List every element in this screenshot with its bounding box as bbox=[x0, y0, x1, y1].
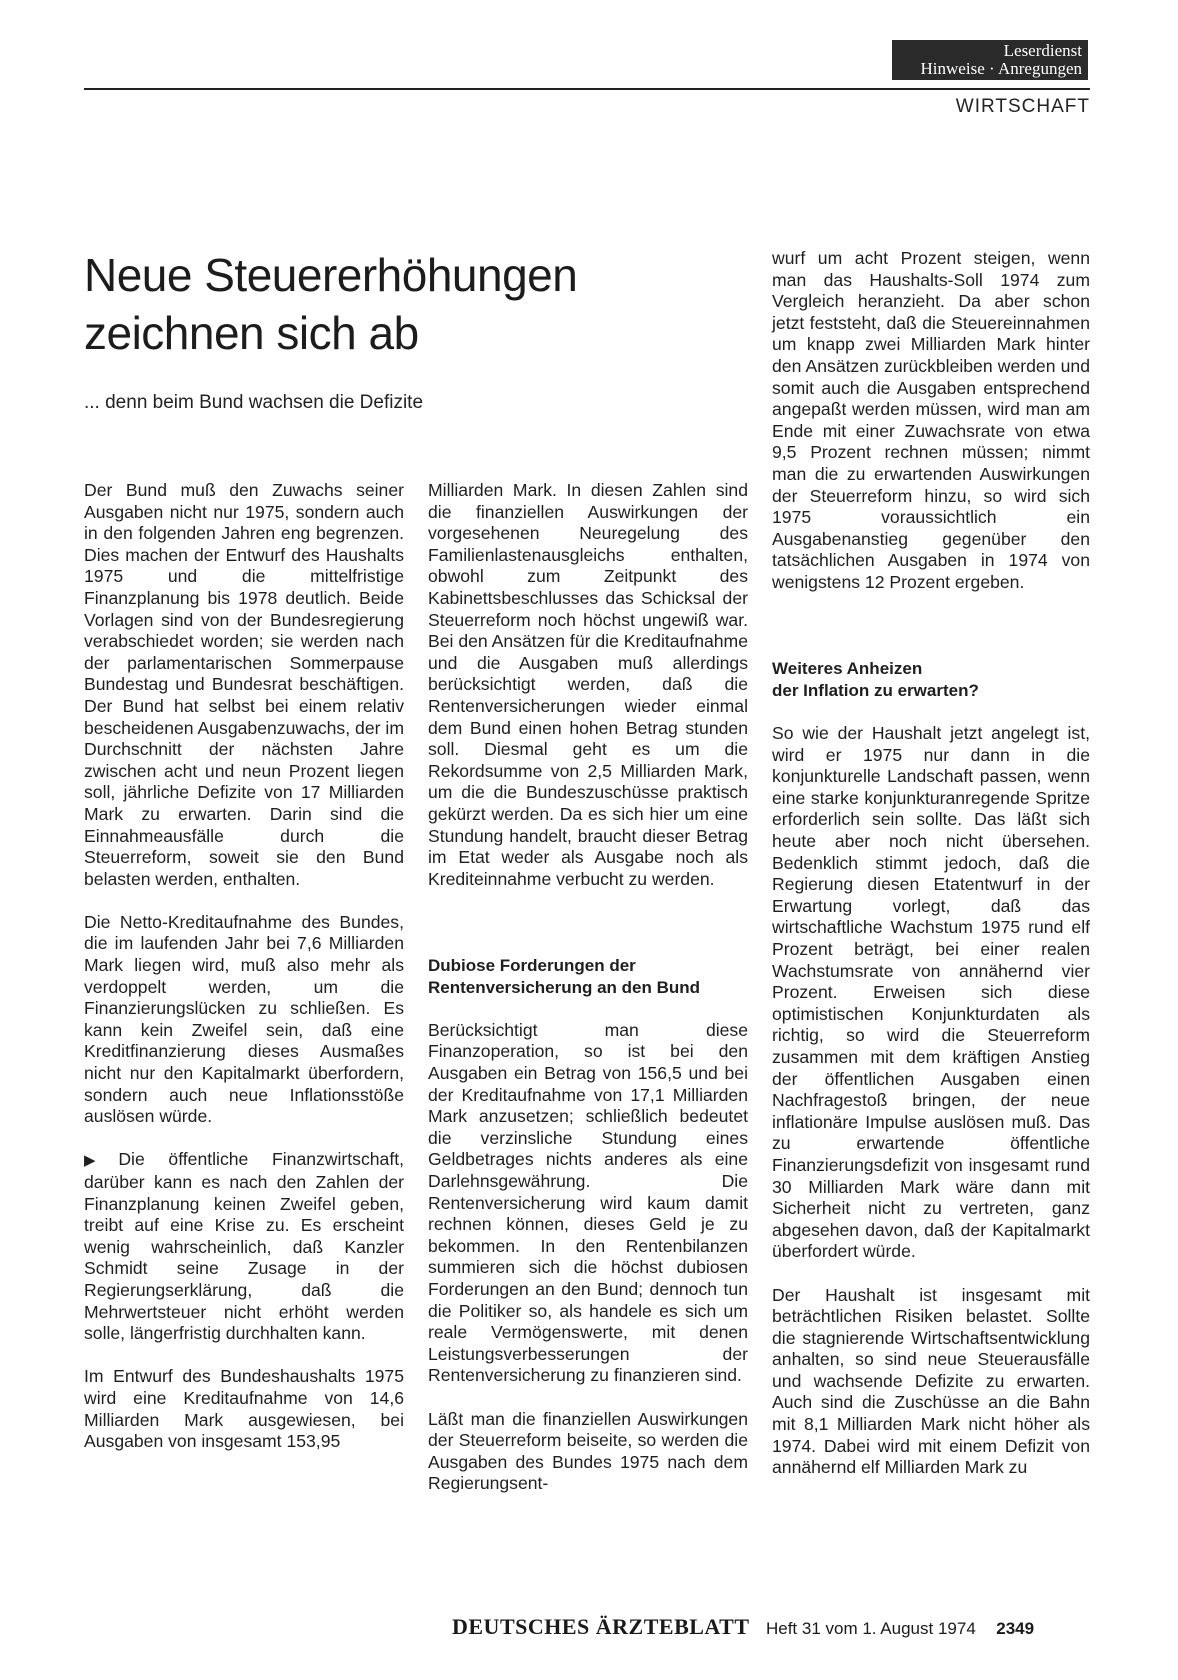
section-label: WIRTSCHAFT bbox=[955, 96, 1090, 117]
paragraph-text: Die öffentliche Finanzwirtschaft, darüber kann es nach den Zahlen der Finanzplanung keinen Zweifel geben, treibt auf eine Krise zu. Es erscheint wenig wahrscheinlich, daß Kanzler Schmidt seine Zusage in der Regierungserklärung, daß die Mehrwertsteuer nicht erhöht werden solle, längerfristig durchhalten kann. bbox=[84, 1149, 404, 1344]
page-number: 2349 bbox=[996, 1619, 1035, 1638]
reader-service-badge bbox=[892, 40, 1088, 80]
paragraph: Der Haushalt ist insgesamt mit beträchtlichen Risiken belastet. Sollte die stagnierende Wirtschaftsentwicklung anhalten, so sind neue Steuerausfälle und wachsende Defizite zu erwarten. Auch sind die Zuschüsse an die Bahn mit 8,1 Milliarden Mark nicht höher als 1974. Dabei wird mit einem Defizit von annähernd elf Milliarden Mark zu bbox=[772, 1284, 1090, 1478]
spacer bbox=[428, 912, 748, 934]
badge-line-1: Leserdienst bbox=[1003, 41, 1082, 60]
section-heading bbox=[772, 658, 1090, 701]
article-subtitle: ... denn beim Bund wachsen die Defizite bbox=[84, 392, 424, 413]
journal-name: DEUTSCHES ÄRZTEBLATT bbox=[452, 1614, 750, 1639]
paragraph: wurf um acht Prozent steigen, wenn man das Haushalts-Soll 1974 zum Vergleich heranzieht. Da aber schon jetzt feststeht, daß die Steuereinnahmen um knapp zwei Milliarden Mark hinter den Ansätzen zurückbleiben werden und somit auch die Ausgaben entsprechend angepaßt werden müssen, wird man am Ende mit einer Zuwachsrate von etwa 9,5 Prozent rechnen müssen; nimmt man die zu erwartenden Auswirkungen der Steuerreform hinzu, so wird sich 1975 voraussichtlich ein Ausgabenanstieg gegenüber den tatsächlichen Ausgaben in 1974 von wenigstens 12 Prozent ergeben. bbox=[772, 248, 1090, 592]
header-rule bbox=[84, 88, 1090, 90]
triangle-marker-icon: ▶ bbox=[84, 1152, 115, 1170]
column-3 bbox=[772, 248, 1090, 1500]
section-heading-line: der Inflation zu erwarten? bbox=[772, 680, 979, 700]
page-footer bbox=[452, 1614, 1034, 1640]
paragraph: Läßt man die finanziellen Auswirkungen der Steuerreform beiseite, so werden die Ausgaben des Bundes 1975 nach dem Regierungsent- bbox=[428, 1408, 748, 1494]
badge-line-2: Hinweise · Anregungen bbox=[920, 59, 1082, 78]
paragraph: Berücksichtigt man diese Finanzoperation, so ist bei den Ausgaben ein Betrag von 156,5 und bei der Kreditaufnahme von 17,1 Milliarden Mark anzusetzen; schließlich bedeutet die verzinsliche Stundung eines Geldbetrages nichts anderes als eine Darlehnsgewährung. Die Rentenversicherung wird kaum damit rechnen können, dieses Geld je zu bekommen. In den Rentenbilanzen summieren sich die höchst dubiosen Forderungen an den Bund; dennoch tun die Politiker so, als handele es sich um reale Vermögenswerte, mit denen Leistungsverbesserungen der Rentenversicherung zu finanzieren sind. bbox=[428, 1019, 748, 1386]
section-heading-line: Dubiose Forderungen der bbox=[428, 956, 636, 976]
paragraph: So wie der Haushalt jetzt angelegt ist, wird er 1975 nur dann in die konjunkturelle Landschaft passen, wenn eine starke konjunkturanregende Spritze erforderlich sein sollte. Das läßt sich heute aber noch nicht übersehen. Bedenklich stimmt jedoch, daß die Regierung diesen Etatentwurf in der Erwartung vorlegt, daß das wirtschaftliche Wachstum 1975 rund elf Prozent beträgt, bei einer realen Wachstumsrate von annähernd vier Prozent. Erweisen sich diese optimistischen Konjunkturdaten als richtig, so wird die Steuerreform zusammen mit dem kräftigen Anstieg der öffentlichen Ausgaben einen Nachfragestoß bringen, der neue inflationäre Impulse auslösen muß. Das zu erwartende öffentliche Finanzierungsdefizit von insgesamt rund 30 Milliarden Mark wäre dann mit Sicherheit nicht zu vertreten, ganz abgesehen davon, daß der Kapitalmarkt überfordert würde. bbox=[772, 723, 1090, 1262]
paragraph: Die Netto-Kreditaufnahme des Bundes, die im laufenden Jahr bei 7,6 Milliarden Mark liegen wird, muß also mehr als verdoppelt werden, um die Finanzierungslücken zu schließen. Es kann kein Zweifel sein, daß eine Kreditfinanzierung dieses Ausmaßes nicht nur den Kapitalmarkt überfordern, sondern auch neue Inflationsstöße auslösen würde. bbox=[84, 911, 404, 1127]
section-heading-line: Weiteres Anheizen bbox=[772, 659, 923, 679]
column-1 bbox=[84, 480, 404, 1474]
column-2 bbox=[428, 480, 748, 1517]
paragraph: Milliarden Mark. In diesen Zahlen sind die finanziellen Auswirkungen der vorgesehenen Neuregelung des Familienlastenausgleichs enthalten, obwohl zum Zeitpunkt des Kabinettsbeschlusses das Schicksal der Steuerreform noch höchst ungewiß war. Bei den Ansätzen für die Kreditaufnahme und die Ausgaben muß allerdings berücksichtigt werden, daß die Rentenversicherungen wieder einmal dem Bund einen hohen Betrag stunden soll. Diesmal geht es um die Rekordsumme von 2,5 Milliarden Mark, um die die Bundeszuschüsse praktisch gekürzt werden. Da es sich hier um eine Stundung handelt, braucht dieser Betrag im Etat weder als Ausgabe noch als Krediteinnahme verbucht zu werden. bbox=[428, 480, 748, 889]
section-heading bbox=[428, 955, 748, 998]
section-heading-line: Rentenversicherung an den Bund bbox=[428, 977, 701, 997]
paragraph-with-marker bbox=[84, 1149, 404, 1344]
paragraph: Der Bund muß den Zuwachs seiner Ausgaben nicht nur 1975, sondern auch in den folgenden Jahren eng begrenzen. Dies machen der Entwurf des Haushalts 1975 und die mittelfristige Finanzplanung bis 1978 deutlich. Beide Vorlagen sind von der Bundesregierung verabschiedet worden; sie werden nach der parlamentarischen Sommerpause Bundestag und Bundesrat beschäftigen. Der Bund hat selbst bei einem relativ bescheidenen Ausgabenzuwachs, der im Durchschnitt der nächsten Jahre zwischen acht und neun Prozent liegen soll, jährliche Defizite von 17 Milliarden Mark zu erwarten. Darin sind die Einnahmeausfälle durch die Steuerreform, soweit sie den Bund belasten werden, enthalten. bbox=[84, 480, 404, 889]
article-headline: Neue Steuererhöhungen zeichnen sich ab bbox=[84, 249, 578, 359]
spacer bbox=[772, 615, 1090, 637]
paragraph: Im Entwurf des Bundeshaushalts 1975 wird eine Kreditaufnahme von 14,6 Milliarden Mark ausgewiesen, bei Ausgaben von insgesamt 153,95 bbox=[84, 1366, 404, 1452]
issue-info: Heft 31 vom 1. August 1974 bbox=[765, 1619, 976, 1638]
